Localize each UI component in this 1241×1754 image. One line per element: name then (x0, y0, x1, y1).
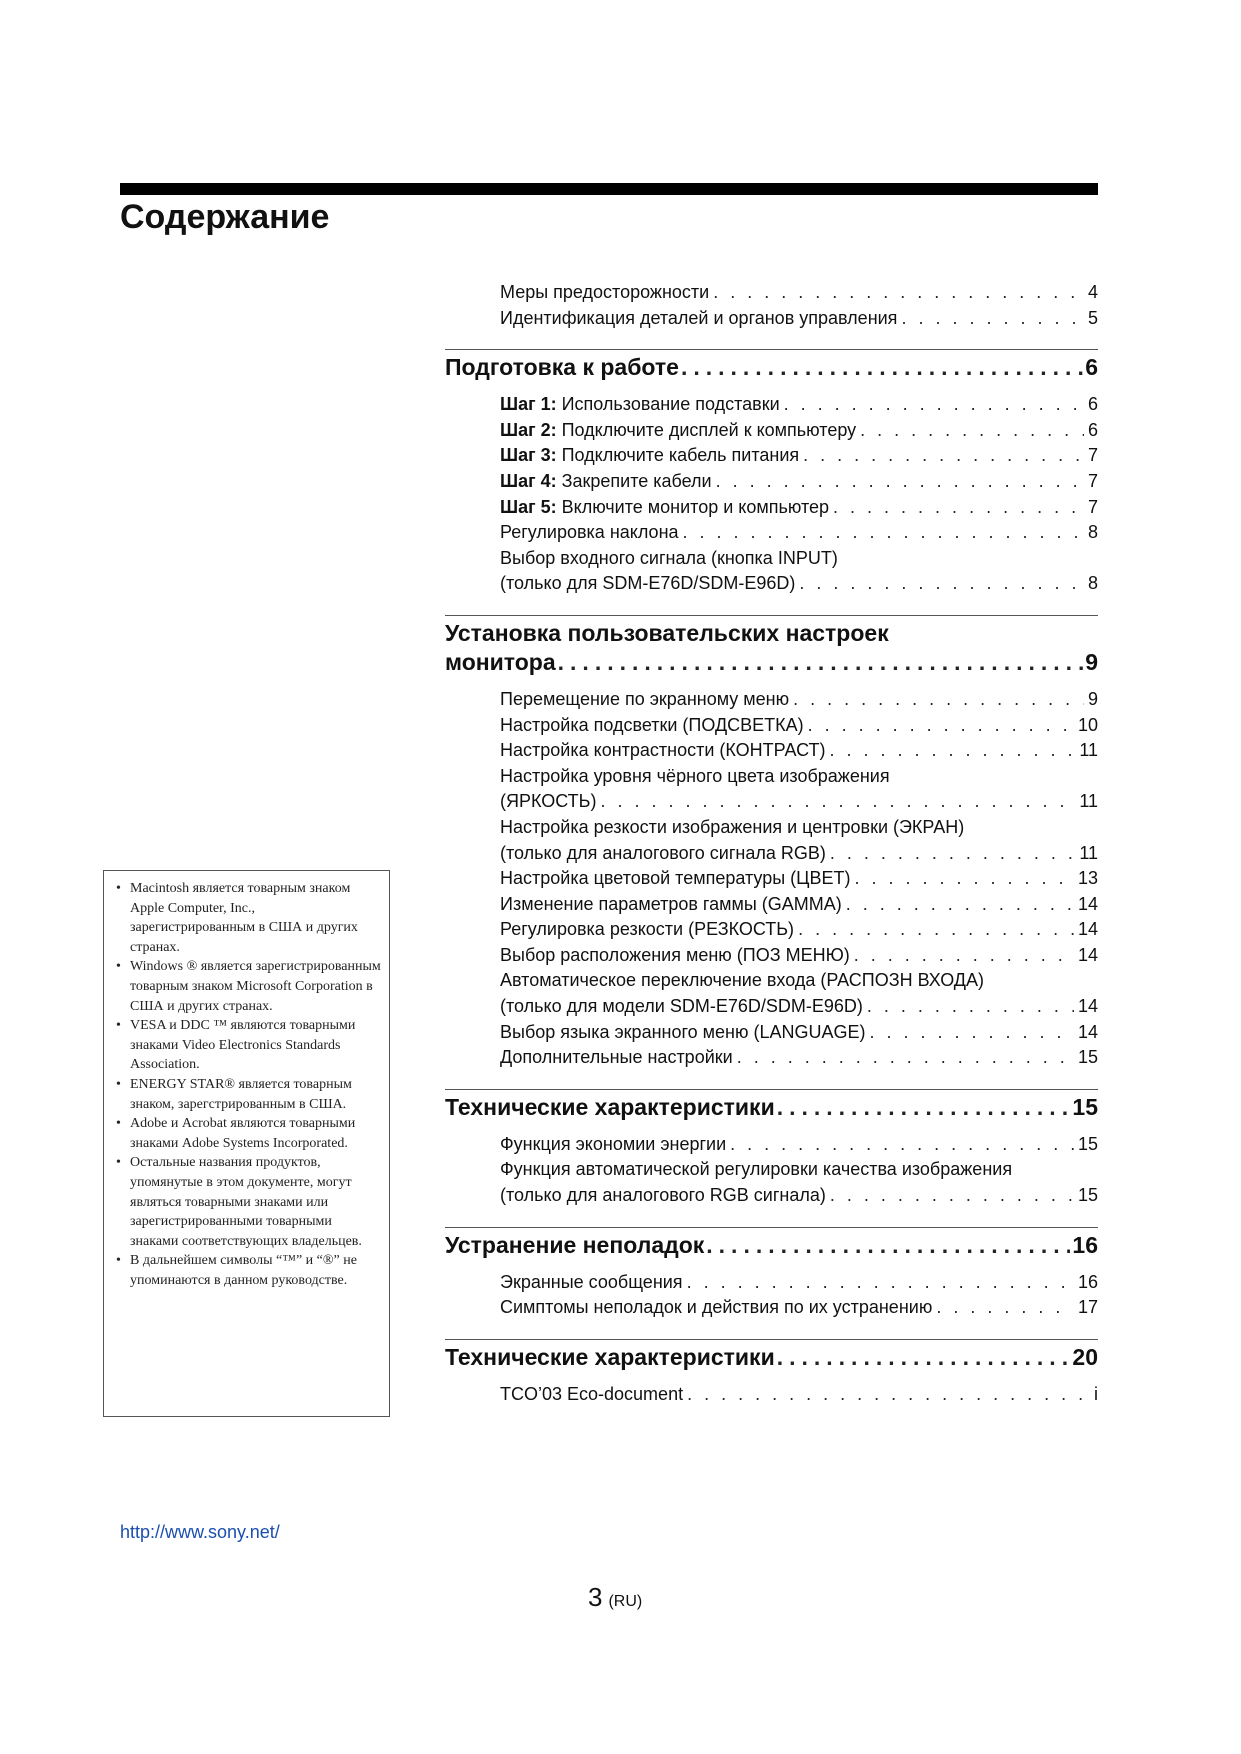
dot-leader (830, 841, 1075, 867)
toc-entry[interactable] (500, 841, 1098, 867)
dot-leader (855, 866, 1074, 892)
trademark-note: • Остальные названия продуктов, упомянутые в этом документе, могут являться товарными знаками или зарегистрированными товарными знаками соответствующих владельцев. (116, 1153, 381, 1251)
trademark-note: • Macintosh является товарным знаком Apple Computer, Inc., зарегистрированным в США и других странах. (116, 879, 381, 957)
trademark-note: • В дальнейшем символы “™” и “®” не упоминаются в данном руководстве. (116, 1251, 381, 1290)
toc-entry-text: Включите монитор и компьютер (556, 496, 830, 517)
section-heading-line (445, 1231, 1098, 1260)
toc-entry-page: 4 (1087, 282, 1098, 302)
toc-entry-title: Перемещение по экранному меню (500, 688, 790, 709)
toc-entry[interactable] (500, 789, 1098, 815)
toc-entry-step: Шаг 3: (500, 445, 557, 466)
dot-leader (784, 392, 1084, 418)
toc-entry-page: 17 (1077, 1297, 1098, 1318)
toc-entry-page: 15 (1077, 1047, 1098, 1068)
toc-entry[interactable] (500, 713, 1098, 739)
trademark-note: • Windows ® является зарегистрированным товарным знаком Microsoft Corporation в США и других странах. (116, 957, 381, 1016)
toc-entry-page: 11 (1079, 791, 1098, 812)
section-heading[interactable] (445, 353, 1098, 382)
section-heading-title: Устранение неполадок (445, 1231, 705, 1258)
toc-entry-title (500, 392, 780, 418)
toc-entry-title: (только для модели SDM-E76D/SDM-E96D) (500, 996, 863, 1017)
toc-entry[interactable] (500, 1183, 1098, 1209)
toc-entry[interactable] (500, 1045, 1098, 1071)
toc-entry[interactable] (500, 495, 1098, 521)
toc-entry[interactable] (500, 571, 1098, 597)
toc-entry-step: Шаг 2: (500, 419, 557, 440)
section-heading[interactable] (445, 1343, 1098, 1372)
page-number-value: 3 (588, 1582, 603, 1612)
toc-entry-title: Изменение параметров гаммы (GAMMA) (500, 893, 842, 914)
section-heading[interactable] (445, 1231, 1098, 1260)
section-heading-title: Технические характеристики (445, 1343, 775, 1370)
toc-entry-title: Настройка цветовой температуры (ЦВЕТ) (500, 868, 851, 889)
toc-entry-text: Использование подставки (556, 394, 780, 415)
toc-entry-title: Регулировка резкости (РЕЗКОСТЬ) (500, 919, 795, 940)
section-entries (445, 687, 1098, 1071)
toc-entry-page: 16 (1077, 1271, 1098, 1292)
dot-leader (867, 994, 1074, 1020)
section-rule (445, 1089, 1098, 1090)
toc-entry-title: Настройка подсветки (ПОДСВЕТКА) (500, 714, 804, 735)
toc-entry-page: 8 (1087, 522, 1098, 543)
toc-entry-title: Меры предосторожности (500, 282, 710, 302)
dot-leader (713, 280, 1084, 306)
dot-leader (737, 1045, 1074, 1071)
toc-entry-title: Выбор расположения меню (ПОЗ МЕНЮ) (500, 944, 850, 965)
toc-entry-title (500, 469, 712, 495)
toc-entry-step: Шаг 1: (500, 394, 557, 415)
dot-leader (936, 1295, 1074, 1321)
toc-entry-line[interactable]: Настройка уровня чёрного цвета изображения (500, 765, 890, 786)
toc-entry[interactable] (500, 738, 1098, 764)
trademark-notes-box (103, 870, 390, 1417)
intro-entries (445, 280, 1098, 331)
toc-entry[interactable] (500, 418, 1098, 444)
toc-entry[interactable] (500, 280, 1098, 306)
dot-leader (730, 1132, 1074, 1158)
section-heading-title: Подготовка к работе (445, 354, 679, 381)
dot-leader (829, 738, 1075, 764)
toc-entry[interactable] (500, 443, 1098, 469)
dot-leader (846, 892, 1074, 918)
section-rule (445, 615, 1098, 616)
section-rule (445, 349, 1098, 350)
toc-entry[interactable] (500, 1020, 1098, 1046)
toc-entry-title (500, 418, 856, 444)
section-heading-page: 20 (1072, 1343, 1098, 1370)
toc-entry-page: 10 (1077, 714, 1098, 735)
section-heading[interactable] (445, 1093, 1098, 1122)
trademark-note: • VESA и DDC ™ являются товарными знаками Video Electronics Standards Association. (116, 1016, 381, 1075)
toc-entry-line[interactable]: Настройка резкости изображения и центровки (ЭКРАН) (500, 816, 965, 837)
dot-leader (830, 1183, 1074, 1209)
toc-entry-title (500, 443, 799, 469)
website-link[interactable]: http://www.sony.net/ (120, 1522, 280, 1542)
dot-leader (854, 943, 1074, 969)
toc-entry[interactable] (500, 943, 1098, 969)
trademark-notes-list (116, 879, 381, 1290)
dot-leader (687, 1382, 1090, 1408)
dot-leader (901, 306, 1084, 332)
section-heading-title: монитора (445, 648, 556, 675)
section-entries (445, 1132, 1098, 1209)
toc-entry-page: 14 (1077, 944, 1098, 965)
toc-entry-page: 6 (1087, 394, 1098, 415)
toc-entry-line[interactable]: Автоматическое переключение входа (РАСПОЗН ВХОДА) (500, 970, 984, 991)
section-heading[interactable] (445, 619, 1098, 677)
toc-entry[interactable] (500, 306, 1098, 332)
toc-entry-title (500, 495, 829, 521)
toc-entry-page: 7 (1087, 445, 1098, 466)
toc-entry-page: 14 (1077, 893, 1098, 914)
toc-sections (445, 349, 1098, 1407)
dot-leader (681, 353, 1083, 382)
toc-entry-page: 13 (1077, 868, 1098, 889)
toc-entry-title: (только для аналогового сигнала RGB) (500, 842, 826, 863)
trademark-note: • ENERGY STAR® является товарным знаком, зарегстрированным в США. (116, 1075, 381, 1114)
dot-leader (687, 1270, 1074, 1296)
dot-leader (558, 648, 1084, 677)
dot-leader (793, 687, 1084, 713)
dot-leader (870, 1020, 1074, 1046)
page-number (588, 1582, 642, 1613)
toc-entry[interactable] (500, 1132, 1098, 1158)
toc-entry[interactable] (500, 520, 1098, 546)
toc-entry[interactable] (500, 469, 1098, 495)
toc-entry-title: Экранные сообщения (500, 1271, 683, 1292)
toc-entry-page: 6 (1087, 419, 1098, 440)
toc-entry-title: Настройка контрастности (КОНТРАСТ) (500, 740, 826, 761)
dot-leader (716, 469, 1084, 495)
toc-entry-page: 15 (1077, 1185, 1098, 1206)
toc-entry-title: Идентификация деталей и органов управления (500, 307, 898, 328)
dot-leader (833, 495, 1084, 521)
toc-entry[interactable] (500, 866, 1098, 892)
toc-entry-title: (только для SDM-E76D/SDM-E96D) (500, 573, 796, 594)
toc-entry-title: Выбор языка экранного меню (LANGUAGE) (500, 1021, 866, 1042)
section-heading-line: Установка пользовательских настроек (445, 619, 889, 646)
dot-leader (706, 1231, 1070, 1260)
toc-entry-line[interactable]: Функция автоматической регулировки качества изображения (500, 1159, 1013, 1180)
trademark-note: • Adobe и Acrobat являются товарными знаками Adobe Systems Incorporated. (116, 1114, 381, 1153)
toc-entry[interactable] (500, 1382, 1098, 1408)
toc-entry-page: 14 (1077, 996, 1098, 1017)
toc-entry-page: 8 (1087, 573, 1098, 594)
header-rule (120, 183, 1098, 195)
toc-entry[interactable] (500, 917, 1098, 943)
dot-leader (777, 1093, 1071, 1122)
section-heading-line (445, 353, 1098, 382)
toc-entry-text: Подключите дисплей к компьютеру (556, 419, 857, 440)
section-entries (445, 392, 1098, 597)
toc-entry-page: 7 (1087, 470, 1098, 491)
table-of-contents (445, 280, 1098, 1411)
toc-entry-title: Регулировка наклона (500, 522, 679, 543)
toc-entry[interactable] (500, 892, 1098, 918)
section-heading-page: 15 (1072, 1093, 1098, 1120)
section-rule (445, 1339, 1098, 1340)
toc-entry-title: TCO’03 Eco-document (500, 1383, 684, 1404)
dot-leader (683, 520, 1084, 546)
section-entries (445, 1270, 1098, 1321)
page-title: Содержание (120, 198, 330, 236)
section-heading-line (445, 1093, 1098, 1122)
toc-entry[interactable] (500, 1295, 1098, 1321)
toc-entry-step: Шаг 4: (500, 470, 557, 491)
section-entries (445, 1382, 1098, 1408)
toc-entry-page: 5 (1087, 307, 1098, 328)
toc-entry-page: 14 (1077, 1021, 1098, 1042)
toc-entry-text: Закрепите кабели (556, 470, 712, 491)
toc-entry-step: Шаг 5: (500, 496, 557, 517)
toc-entry[interactable] (500, 687, 1098, 713)
toc-entry-title: Функция экономии энергии (500, 1133, 727, 1154)
dot-leader (808, 713, 1074, 739)
section-heading-page: 9 (1085, 648, 1098, 675)
toc-entry-page: 11 (1079, 740, 1098, 761)
section-heading-page: 16 (1072, 1231, 1098, 1258)
toc-entry-page: 11 (1079, 842, 1098, 863)
section-heading-page: 6 (1085, 354, 1098, 381)
dot-leader (799, 571, 1084, 597)
toc-entry-text: Подключите кабель питания (556, 445, 800, 466)
toc-entry[interactable] (500, 1270, 1098, 1296)
toc-entry-title: (только для аналогового RGB сигнала) (500, 1185, 826, 1206)
section-heading-line (445, 648, 1098, 677)
toc-entry-page: i (1094, 1383, 1098, 1404)
toc-entry-page: 9 (1087, 688, 1098, 709)
toc-entry-line[interactable]: Выбор входного сигнала (кнопка INPUT) (500, 547, 838, 568)
toc-entry-page: 14 (1077, 919, 1098, 940)
toc-entry[interactable] (500, 392, 1098, 418)
section-heading-title: Технические характеристики (445, 1093, 775, 1120)
section-heading-line (445, 1343, 1098, 1372)
page-language: (RU) (608, 1593, 643, 1610)
dot-leader (777, 1343, 1071, 1372)
toc-entry-title: (ЯРКОСТЬ) (500, 791, 597, 812)
toc-entry-title: Дополнительные настройки (500, 1047, 733, 1068)
dot-leader (803, 443, 1084, 469)
dot-leader (860, 418, 1084, 444)
dot-leader (798, 917, 1074, 943)
dot-leader (601, 789, 1076, 815)
toc-entry[interactable] (500, 994, 1098, 1020)
toc-entry-title: Симптомы неполадок и действия по их устранению (500, 1297, 933, 1318)
toc-entry-page: 7 (1087, 496, 1098, 517)
section-rule (445, 1227, 1098, 1228)
toc-entry-page: 15 (1077, 1133, 1098, 1154)
